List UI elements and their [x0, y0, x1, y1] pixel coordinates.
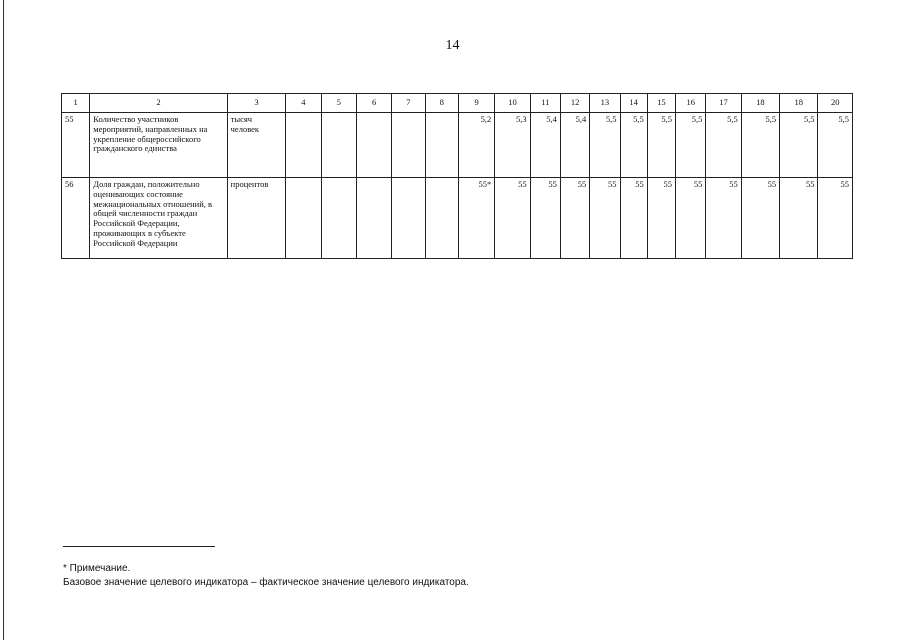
indicator-table — [61, 93, 853, 259]
footnote-divider — [63, 546, 215, 547]
value-cell — [356, 178, 391, 259]
table-header-cell: 15 — [647, 94, 675, 113]
indicator-name: Доля граждан, положительно оценивающих состояние межнациональных отношений, в общей численности граждан Российской Федерации, проживающих в субъекте Российской Федерации — [90, 178, 227, 259]
value-cell: 5,4 — [560, 113, 589, 178]
value-cell — [286, 113, 321, 178]
value-cell: 55 — [620, 178, 647, 259]
value-cell: 55 — [741, 178, 779, 259]
value-cell: 55 — [530, 178, 560, 259]
footnote-text: Базовое значение целевого индикатора – фактическое значение целевого индикатора. — [63, 577, 469, 588]
table-row — [62, 178, 853, 259]
table-header-cell: 18 — [780, 94, 818, 113]
table-header-cell: 14 — [620, 94, 647, 113]
value-cell — [392, 113, 425, 178]
value-cell: 5,5 — [706, 113, 741, 178]
table-header-cell: 18 — [741, 94, 779, 113]
table-header-cell: 10 — [495, 94, 530, 113]
value-cell: 5,5 — [780, 113, 818, 178]
value-cell: 55 — [818, 178, 853, 259]
table-header-cell: 5 — [321, 94, 356, 113]
unit-cell: процентов — [227, 178, 286, 259]
value-cell: 5,4 — [530, 113, 560, 178]
value-cell: 5,5 — [620, 113, 647, 178]
value-cell — [356, 113, 391, 178]
row-number: 56 — [62, 178, 90, 259]
page-edge-line — [3, 0, 4, 640]
value-cell: 5,5 — [590, 113, 620, 178]
table-header-cell: 7 — [392, 94, 425, 113]
value-cell — [286, 178, 321, 259]
value-cell: 55 — [676, 178, 706, 259]
value-cell — [425, 113, 458, 178]
table-header-cell: 9 — [458, 94, 494, 113]
value-cell: 55 — [590, 178, 620, 259]
value-cell — [392, 178, 425, 259]
value-cell: 5,5 — [741, 113, 779, 178]
table-header-cell: 3 — [227, 94, 286, 113]
value-cell: 5,3 — [495, 113, 530, 178]
value-cell: 55 — [495, 178, 530, 259]
table-header-cell: 6 — [356, 94, 391, 113]
table-header-cell: 12 — [560, 94, 589, 113]
unit-cell: тысяч человек — [227, 113, 286, 178]
table-header-row — [62, 94, 853, 113]
table-header-cell: 2 — [90, 94, 227, 113]
value-cell: 5,5 — [818, 113, 853, 178]
table-header-cell: 4 — [286, 94, 321, 113]
table-header-cell: 20 — [818, 94, 853, 113]
indicator-name: Количество участников мероприятий, направленных на укрепление общероссийского гражданского единства — [90, 113, 227, 178]
value-cell: 55* — [458, 178, 494, 259]
value-cell — [321, 178, 356, 259]
value-cell: 55 — [560, 178, 589, 259]
table-header-cell: 13 — [590, 94, 620, 113]
table-header-cell: 11 — [530, 94, 560, 113]
value-cell: 55 — [706, 178, 741, 259]
value-cell: 55 — [647, 178, 675, 259]
value-cell — [321, 113, 356, 178]
value-cell: 5,5 — [676, 113, 706, 178]
page-number: 14 — [445, 38, 460, 53]
table-header-cell: 17 — [706, 94, 741, 113]
value-cell — [425, 178, 458, 259]
table-header-cell: 16 — [676, 94, 706, 113]
table-header-cell: 1 — [62, 94, 90, 113]
value-cell: 55 — [780, 178, 818, 259]
value-cell: 5,5 — [647, 113, 675, 178]
table-header-cell: 8 — [425, 94, 458, 113]
row-number: 55 — [62, 113, 90, 178]
value-cell: 5,2 — [458, 113, 494, 178]
footnote-title: * Примечание. — [63, 563, 131, 574]
table-row — [62, 113, 853, 178]
